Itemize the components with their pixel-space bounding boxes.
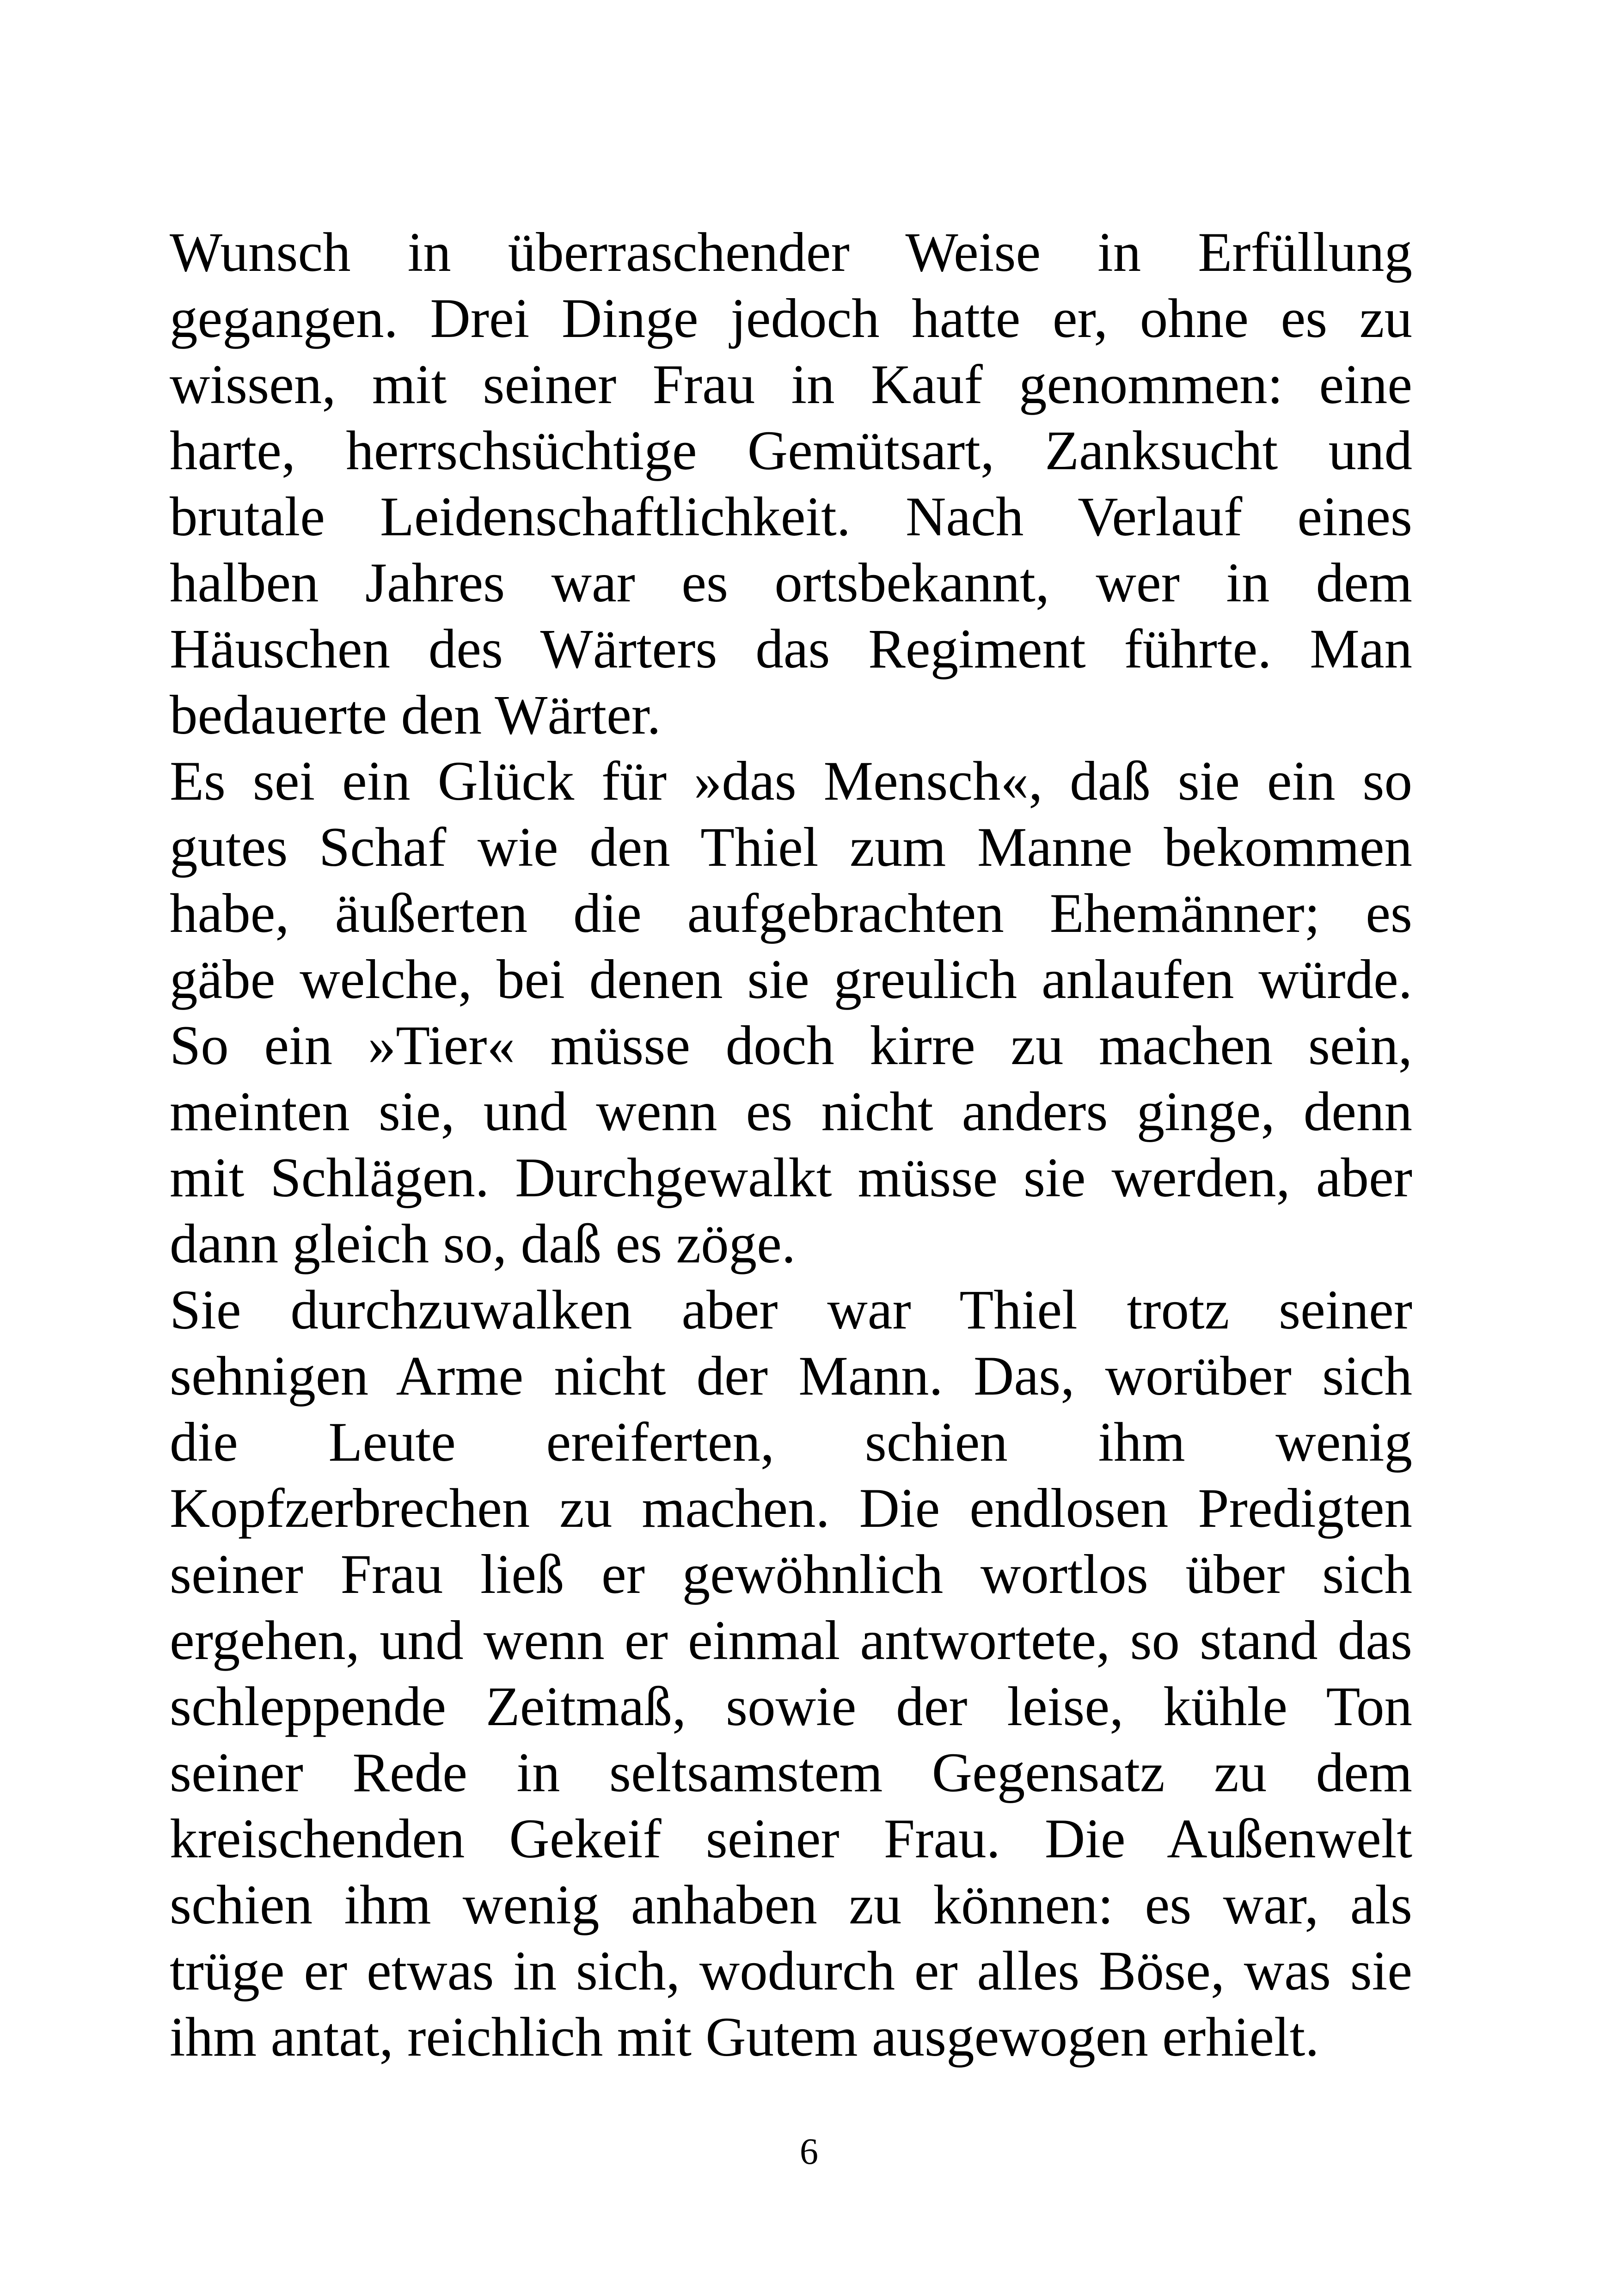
text-line: harte, herrschsüchtige Gemütsart, Zanksucht und xyxy=(170,420,1412,482)
body-text xyxy=(170,220,1412,2070)
text-line: So ein »Tier« müsse doch kirre zu machen sein, xyxy=(170,1015,1412,1077)
text-line: schleppende Zeitmaß, sowie der leise, kühle Ton xyxy=(170,1676,1412,1738)
text-line: gegangen. Drei Dinge jedoch hatte er, ohne es zu xyxy=(170,288,1412,349)
text-line: ihm antat, reichlich mit Gutem ausgewogen erhielt. xyxy=(170,2006,1319,2068)
text-line: ergehen, und wenn er einmal antwortete, so stand das xyxy=(170,1610,1412,1671)
text-line: die Leute ereiferten, schien ihm wenig xyxy=(170,1411,1412,1473)
text-line: kreischenden Gekeif seiner Frau. Die Außenwelt xyxy=(170,1808,1412,1870)
text-line: gutes Schaf wie den Thiel zum Manne bekommen xyxy=(170,816,1412,878)
text-line: Häuschen des Wärters das Regiment führte. Man xyxy=(170,618,1412,680)
text-line: schien ihm wenig anhaben zu können: es war, als xyxy=(170,1874,1412,1936)
page-number: 6 xyxy=(800,2131,818,2172)
text-line: wissen, mit seiner Frau in Kauf genommen: eine xyxy=(170,354,1412,416)
text-line: Es sei ein Glück für »das Mensch«, daß sie ein so xyxy=(170,750,1412,812)
text-line: seiner Frau ließ er gewöhnlich wortlos über sich xyxy=(170,1543,1412,1605)
text-line: habe, äußerten die aufgebrachten Ehemänner; es xyxy=(170,882,1412,944)
text-line: gäbe welche, bei denen sie greulich anlaufen würde. xyxy=(170,949,1412,1010)
text-line: sehnigen Arme nicht der Mann. Das, worüber sich xyxy=(170,1345,1412,1407)
text-line: Sie durchzuwalken aber war Thiel trotz seiner xyxy=(170,1279,1412,1341)
text-line: Wunsch in überraschender Weise in Erfüllung xyxy=(170,221,1412,283)
text-line: meinten sie, und wenn es nicht anders ginge, denn xyxy=(170,1081,1412,1143)
text-line: halben Jahres war es ortsbekannt, wer in dem xyxy=(170,552,1412,614)
text-line: bedauerte den Wärter. xyxy=(170,684,661,746)
text-line: brutale Leidenschaftlichkeit. Nach Verlauf eines xyxy=(170,486,1412,548)
text-line: trüge er etwas in sich, wodurch er alles Böse, was sie xyxy=(170,1940,1412,2002)
text-line: dann gleich so, daß es zöge. xyxy=(170,1213,796,1275)
text-line: seiner Rede in seltsamstem Gegensatz zu dem xyxy=(170,1742,1412,1804)
text-line: mit Schlägen. Durchgewalkt müsse sie werden, aber xyxy=(170,1147,1412,1209)
text-line: Kopfzerbrechen zu machen. Die endlosen Predigten xyxy=(170,1477,1412,1539)
